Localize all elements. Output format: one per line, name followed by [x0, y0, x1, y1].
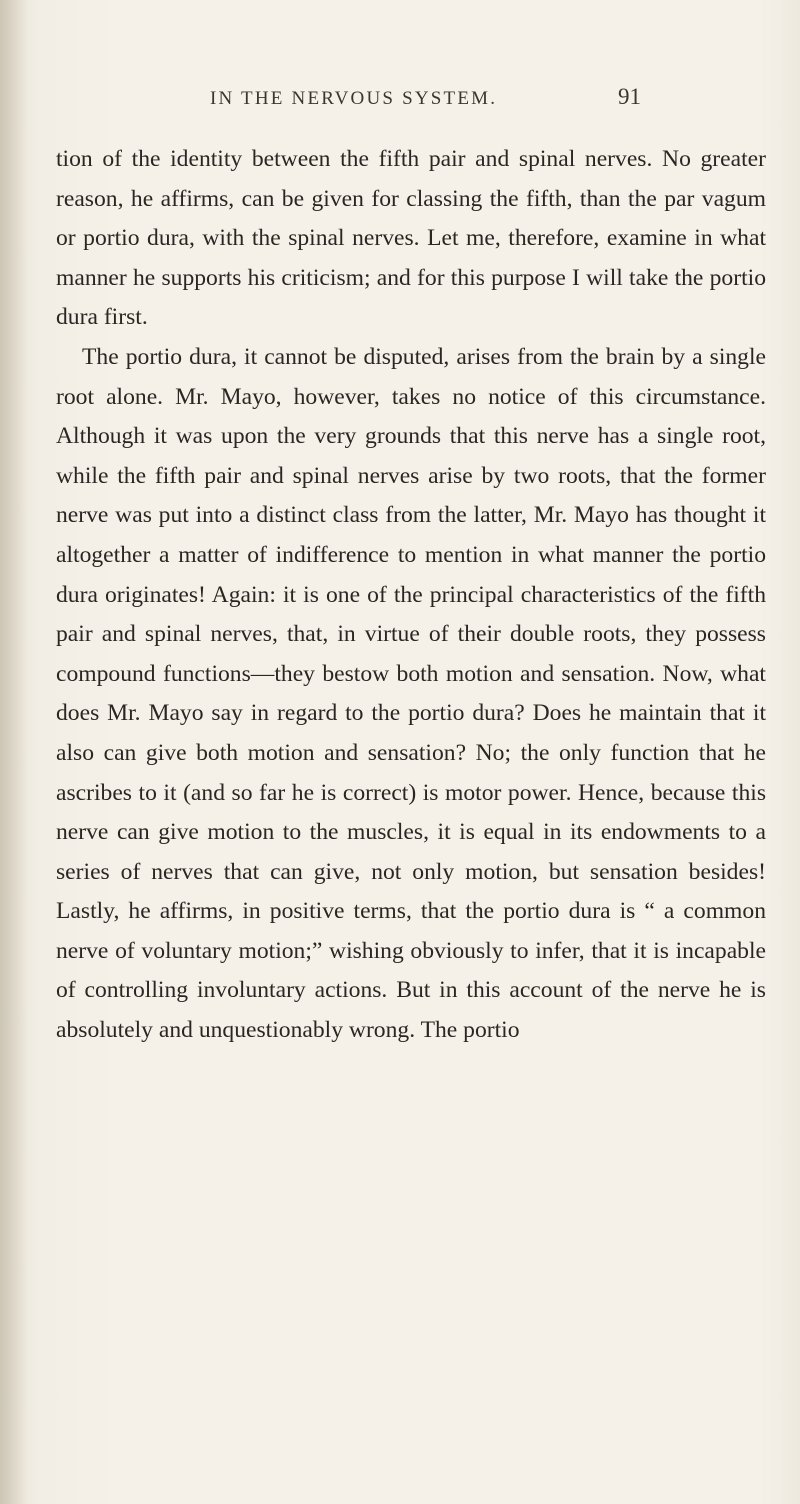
gutter-shadow: [0, 0, 28, 1504]
paragraph-portio-dura: The portio dura, it cannot be disputed, arises from the brain by a single root alone. Mr. Mayo, however, takes no notice of this circumstance. Although it was upon the very grounds that this nerve has a single root, while the fifth pair and spinal nerves arise by two roots, that the former nerve was put into a distinct class from the latter, Mr. Mayo has thought it altogether a matter of indifference to mention in what manner the portio dura originates! Again: it is one of the principal characteristics of the fifth pair and spinal nerves, that, in virtue of their double roots, they possess compound functions—they bestow both motion and sensation. Now, what does Mr. Mayo say in regard to the portio dura? Does he maintain that it also can give both motion and sensation? No; the only function that he ascribes to it (and so far he is correct) is motor power. Hence, because this nerve can give motion to the muscles, it is equal in its endowments to a series of nerves that can give, not only motion, but sensation besides! Lastly, he affirms, in positive terms, that the portio dura is “ a common nerve of voluntary motion;” wishing obviously to infer, that it is incapable of controlling involuntary actions. But in this account of the nerve he is absolutely and unquestionably wrong. The portio: [56, 343, 766, 1044]
page-number: 91: [618, 84, 641, 109]
paragraph-continuation: tion of the identity between the fifth pair and spinal nerves. No greater reason, he affirms, can be given for classing the fifth, than the par vagum or portio dura, with the spinal nerves. Let me, therefore, examine in what manner he supports his criticism; and for this purpose I will take the portio dura first.: [56, 146, 766, 331]
body-text: [56, 140, 766, 1051]
running-head: IN THE NERVOUS SYSTEM.: [210, 88, 498, 109]
